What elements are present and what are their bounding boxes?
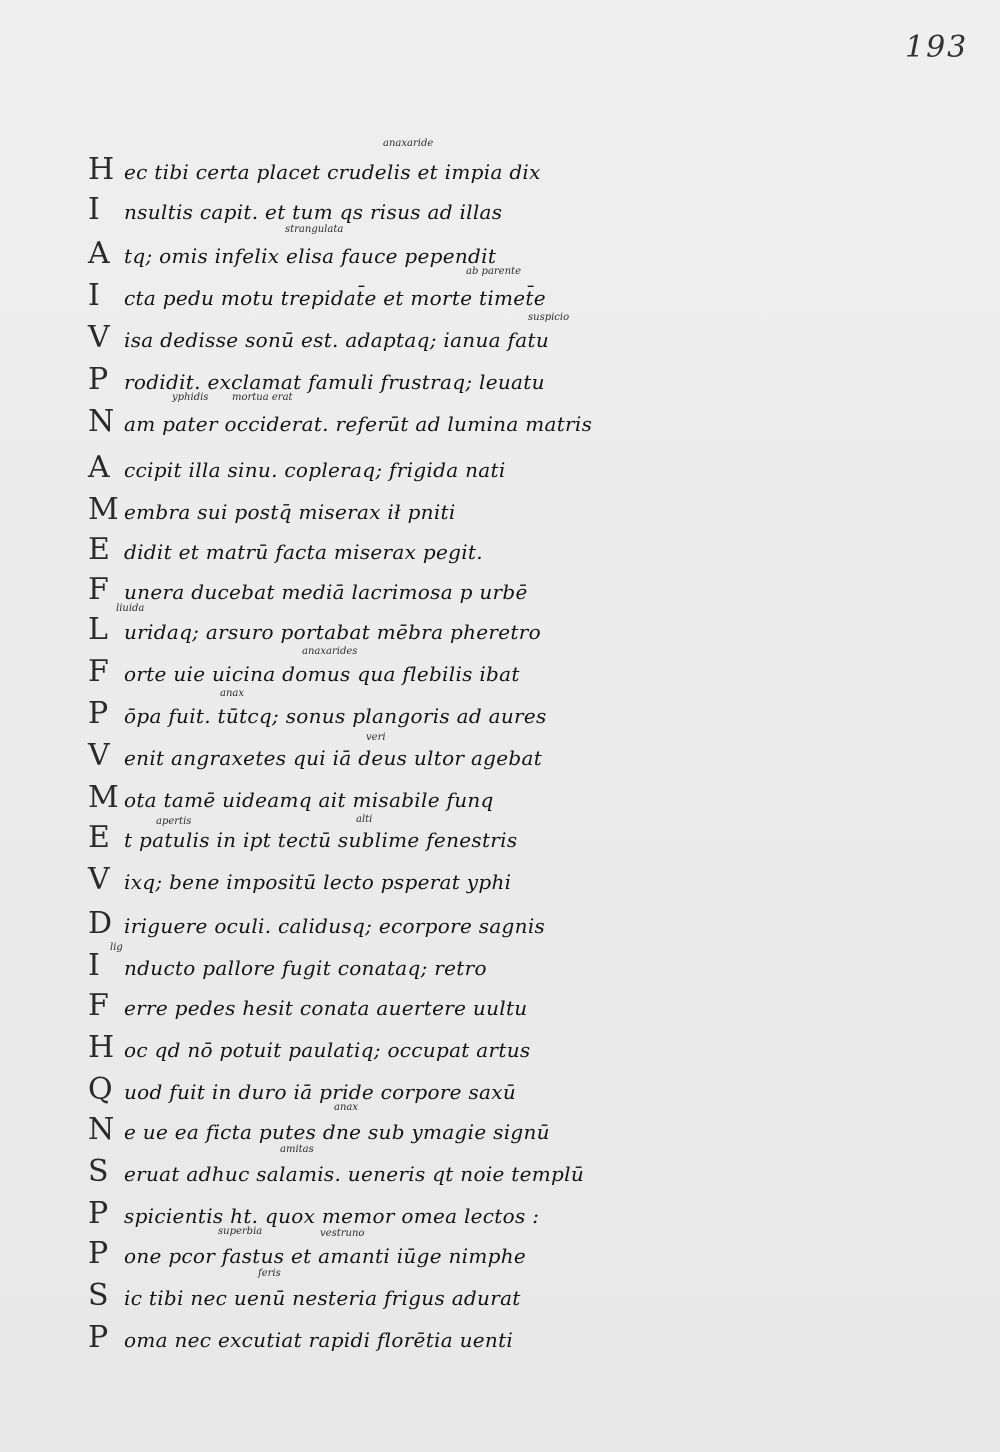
verse-line xyxy=(88,948,487,988)
verse-text: ixq; bene impositū lecto psperat yphi xyxy=(124,870,512,894)
interlinear-gloss: feris xyxy=(258,1268,281,1279)
verse-line xyxy=(88,450,506,490)
folio-number: 193 xyxy=(905,30,969,65)
verse-initial: F xyxy=(88,988,109,1023)
verse-text: uod fuit in duro iā pride corpore saxū xyxy=(124,1080,517,1104)
verse-initial: S xyxy=(88,1154,109,1189)
verse-line xyxy=(88,532,483,572)
verse-initial: V xyxy=(88,862,110,897)
verse-initial: E xyxy=(88,532,110,567)
verse-initial: S xyxy=(88,1278,109,1313)
verse-text: spicientis ht. quox memor omea lectos : xyxy=(124,1204,540,1228)
verse-text: isa dedisse sonū est. adaptaq; ianua fatu xyxy=(124,328,549,352)
verse-line xyxy=(88,236,496,276)
verse-text: ic tibi nec uenū nesteria frigus adurat xyxy=(124,1286,521,1310)
verse-line xyxy=(88,404,592,444)
verse-line xyxy=(88,988,528,1028)
verse-text: rodidit. exclamat famuli frustraq; leuatu xyxy=(124,370,545,394)
verse-initial: M xyxy=(88,492,119,527)
interlinear-gloss: alti xyxy=(356,814,373,825)
verse-initial: P xyxy=(88,1236,109,1271)
interlinear-gloss: mortua erat xyxy=(232,392,293,403)
verse-line xyxy=(88,906,545,946)
verse-initial: F xyxy=(88,654,109,689)
interlinear-gloss: strangulata xyxy=(285,224,344,235)
verse-initial: M xyxy=(88,780,119,815)
interlinear-gloss: anax xyxy=(334,1102,359,1113)
verse-line xyxy=(88,278,546,318)
verse-text: ota tamē uideamq ait misabile funq xyxy=(124,788,494,812)
verse-initial: L xyxy=(88,612,108,647)
verse-text: ec tibi certa placet crudelis et impia dix xyxy=(124,160,541,184)
interlinear-gloss: amitas xyxy=(280,1144,314,1155)
interlinear-gloss: anax xyxy=(220,688,245,699)
verse-text: didit et matrū facta miserax pegit. xyxy=(124,540,483,564)
verse-initial: P xyxy=(88,1196,109,1231)
interlinear-gloss: lig xyxy=(110,942,123,953)
verse-text: eruat adhuc salamis. ueneris qt noie templū xyxy=(124,1162,585,1186)
verse-line xyxy=(88,738,542,778)
verse-line xyxy=(88,1072,516,1112)
verse-text: ccipit illa sinu. copleraq; frigida nati xyxy=(124,458,506,482)
interlinear-gloss: anaxaride xyxy=(383,138,434,149)
verse-initial: I xyxy=(88,948,100,983)
interlinear-gloss: veri xyxy=(366,732,386,743)
verse-line xyxy=(88,780,494,820)
interlinear-gloss: liuida xyxy=(116,603,145,614)
interlinear-gloss: yphidis xyxy=(172,392,209,403)
verse-line xyxy=(88,1196,539,1236)
verse-text: tq; omis infelix elisa fauce pependit xyxy=(124,244,497,268)
verse-initial: H xyxy=(88,1030,115,1065)
verse-text: nsultis capit. et tum qs risus ad illas xyxy=(124,200,503,224)
verse-line xyxy=(88,492,456,532)
verse-initial: N xyxy=(88,404,115,439)
verse-line xyxy=(88,862,511,902)
verse-text: nducto pallore fugit conataq; retro xyxy=(124,956,487,980)
verse-line xyxy=(88,1236,526,1276)
interlinear-gloss: suspicio xyxy=(528,312,570,323)
verse-line xyxy=(88,1030,530,1070)
verse-initial: A xyxy=(88,450,110,485)
verse-initial: P xyxy=(88,696,109,731)
verse-initial: V xyxy=(88,738,110,773)
verse-line xyxy=(88,320,549,360)
verse-initial: P xyxy=(88,1320,109,1355)
verse-text: embra sui postq̄ miserax ił pniti xyxy=(124,500,456,524)
verse-line xyxy=(88,362,545,402)
verse-initial: A xyxy=(88,236,110,271)
verse-line xyxy=(88,654,520,694)
verse-initial: F xyxy=(88,572,109,607)
verse-initial: Q xyxy=(88,1072,113,1107)
verse-initial: H xyxy=(88,152,115,187)
verse-text: oc qd nō potuit paulatiq; occupat artus xyxy=(124,1038,531,1062)
verse-initial: E xyxy=(88,820,110,855)
verse-text: enit angraxetes qui iā deus ultor agebat xyxy=(124,746,543,770)
verse-initial: N xyxy=(88,1112,115,1147)
verse-text: erre pedes hesit conata auertere uultu xyxy=(124,996,528,1020)
verse-text: one pcor fastus et amanti iūge nimphe xyxy=(124,1244,527,1268)
verse-text: oma nec excutiat rapidi florētia uenti xyxy=(124,1328,514,1352)
verse-text: t patulis in ipt tectū sublime fenestris xyxy=(124,828,518,852)
verse-text: iriguere oculi. calidusq; ecorpore sagnis xyxy=(124,914,546,938)
interlinear-gloss: superbia xyxy=(218,1226,263,1237)
verse-initial: I xyxy=(88,192,100,227)
verse-line xyxy=(88,1154,584,1194)
interlinear-gloss: ab parente xyxy=(466,266,521,277)
verse-line xyxy=(88,696,547,736)
interlinear-gloss: apertis xyxy=(156,816,192,827)
interlinear-gloss: anaxarides xyxy=(302,646,358,657)
verse-text: cta pedu motu trepidat̄e et morte timet̄e xyxy=(124,286,546,310)
verse-initial: P xyxy=(88,362,109,397)
verse-text: e ue ea ficta putes dne sub ymagie signū xyxy=(124,1120,550,1144)
verse-text: am pater occiderat. referūt ad lumina matris xyxy=(124,412,593,436)
verse-initial: D xyxy=(88,906,113,941)
verse-line xyxy=(88,1112,550,1152)
verse-text: unera ducebat mediā lacrimosa p urbē xyxy=(124,580,528,604)
verse-initial: I xyxy=(88,278,100,313)
verse-text: orte uie uicina domus qua flebilis ibat xyxy=(124,662,520,686)
verse-line xyxy=(88,152,541,192)
verse-line xyxy=(88,1278,521,1318)
interlinear-gloss: vestruno xyxy=(320,1228,365,1239)
verse-line xyxy=(88,1320,513,1360)
verse-text: ōpa fuit. tūtcq; sonus plangoris ad aures xyxy=(124,704,547,728)
verse-initial: V xyxy=(88,320,110,355)
verse-line xyxy=(88,572,528,612)
verse-line xyxy=(88,820,517,860)
verse-text: uridaq; arsuro portabat mēbra pheretro xyxy=(124,620,541,644)
